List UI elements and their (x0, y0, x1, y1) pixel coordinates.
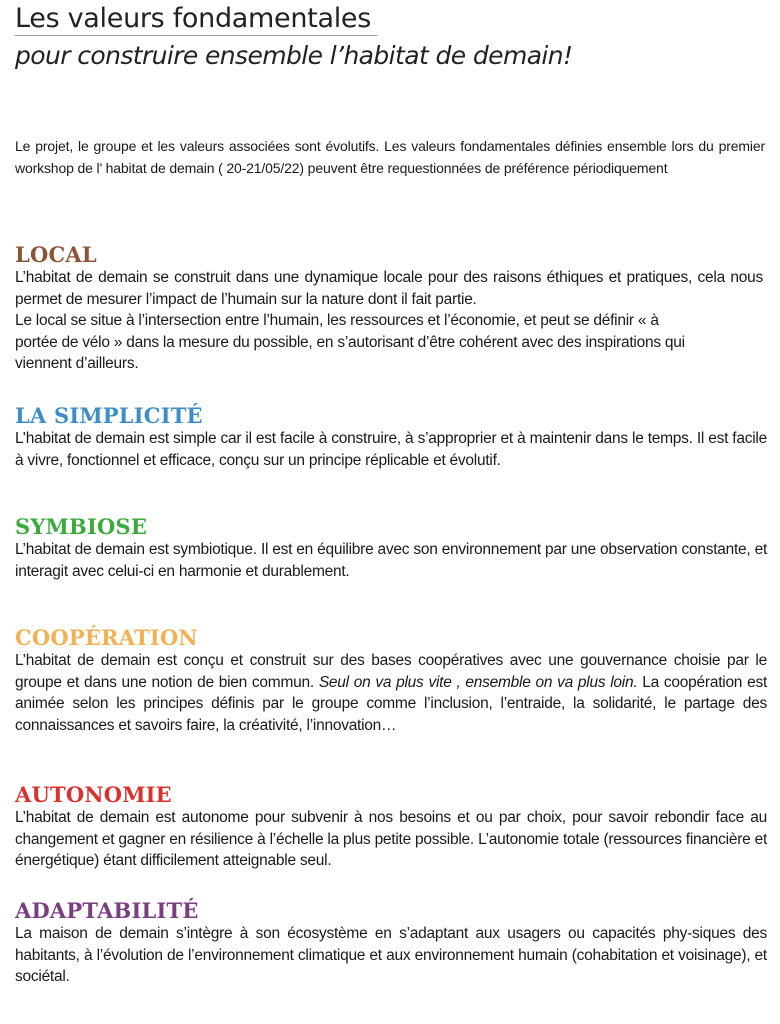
section-simplicite-paragraph: L’habitat de demain est simple car il est facile à construire, à s’approprier et à maintenir dans le temps. Il est facile à vivre, fonctionnel et efficace, conçu sur un principe réplicable et évolutif. (15, 430, 767, 469)
section-autonomie (15, 783, 767, 872)
section-symbiose-paragraph: L’habitat de demain est symbiotique. Il est en équilibre avec son environnement par une observation constante, et interagit avec celui-ci en harmonie et durablement. (15, 541, 767, 580)
section-heading-cooperation: COOPÉRATION (15, 624, 198, 651)
section-local-paragraph-2: Le local se situe à l’intersection entre l’humain, les ressources et l’économie, et peut se définir « à portée de vélo » dans la mesure du possible, en s’autorisant d’être cohérent avec des inspirations qui viennent d’ailleurs. (15, 312, 685, 372)
section-cooperation (15, 626, 767, 736)
section-local (15, 243, 767, 375)
page-title: Les valeurs fondamentales (15, 3, 377, 36)
section-cooperation-paragraph (15, 650, 767, 736)
section-simplicite (15, 404, 767, 471)
cooperation-text-end: La coopération est animée selon les principes définis par le groupe comme l’inclusion, l’entraide, la solidarité, le partage des connaissances et savoirs faire, la créativité, l’innovation… (15, 673, 767, 734)
section-heading-autonomie: AUTONOMIE (15, 781, 172, 808)
section-symbiose (15, 515, 767, 582)
intro-paragraph: Le projet, le groupe et les valeurs associées sont évolutifs. Les valeurs fondamentales définies ensemble lors du premier workshop de l’ habitat de demain ( 20-21/05/22) peuvent être requestionnées de préférence périodiquement (15, 138, 765, 176)
section-adaptabilite-paragraph: La maison de demain s’intègre à son écosystème en s’adaptant aux usagers ou capacités phy-siques des habitants, à l’évolution de l’environnement climatique et aux environnement humain (cohabitation et voisinage), et sociétal. (15, 925, 767, 985)
section-heading-symbiose: SYMBIOSE (15, 513, 148, 540)
section-local-paragraph-1: L’habitat de demain se construit dans une dynamique locale pour des raisons éthiques et pratiques, cela nous permet de mesurer l’impact de l’humain sur la nature dont il fait partie. (15, 269, 763, 308)
section-heading-local: LOCAL (15, 241, 97, 268)
section-adaptabilite (15, 899, 767, 988)
section-heading-adaptabilite: ADAPTABILITÉ (15, 897, 199, 924)
page-subtitle: pour construire ensemble l’habitat de demain! (15, 41, 573, 70)
cooperation-text-start: L’habitat de demain est conçu et construit sur des bases coopératives avec une gouvernance choisie par le groupe et dans une notion de bien commun. (15, 652, 767, 691)
section-autonomie-paragraph: L’habitat de demain est autonome pour subvenir à nos besoins et ou par choix, pour savoir rebondir face au changement et gagner en résilience à l’échelle la plus petite possible. L’autonomie totale (ressources financière et énergétique) étant difficilement atteignable seul. (15, 809, 767, 869)
cooperation-quote: Seul on va plus vite , ensemble on va plus loin. (318, 673, 638, 691)
section-heading-simplicite: LA SIMPLICITÉ (15, 402, 203, 429)
